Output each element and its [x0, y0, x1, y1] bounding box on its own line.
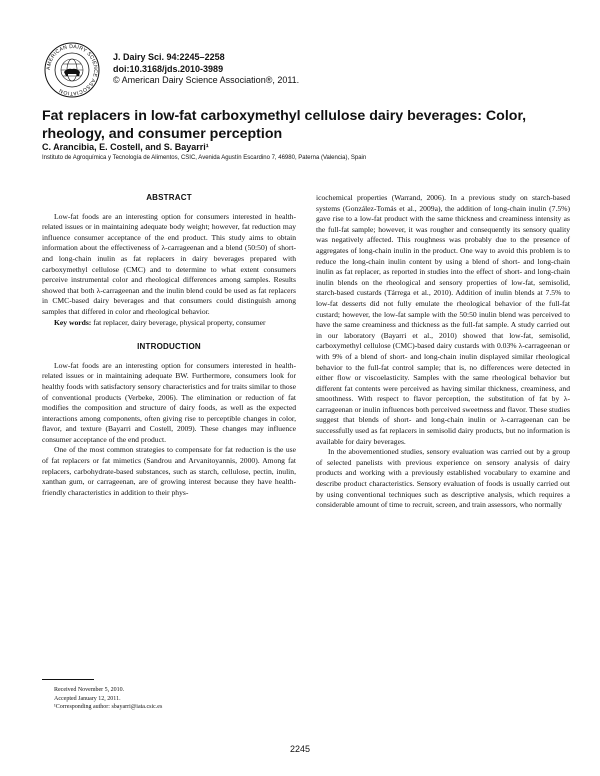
logo-ring-text: AMERICAN DAIRY SCIENCE ASSOCIATION	[45, 43, 99, 97]
intro-paragraph-1: Low-fat foods are an interesting option for consumers interested in health-related issues or in maintaining adequate BW. Furthermore, consumers look for healthy foods with satisfactory sensory characteristics and for traits similar to those of conventional products (Verbeke, 2006). The elimination or reduction of fat modifies the composition and structure of dairy foods, as well as the expected interactions among components, often giving rise to perceptible changes in color, flavor, and texture (Bayarri and Costell, 2009). These changes may influence consumer acceptance of the end product.	[42, 360, 296, 444]
abstract-text: Low-fat foods are an interesting option for consumers interested in health-related issues or in maintaining adequate body weight; however, fat reduction may influence consumer acceptance of the end product. This study aims to obtain information about the effectiveness of λ-carrageenan and a blend (50:50) of short- and long-chain inulin as fat replacers in dairy beverages prepared with carboxymethyl cellulose (CMC) and to determine to what extent consumers perceive instrumental color and rheological differences among samples. Results showed that both λ-carrageenan and the inulin blend could be used as fat replacers in CMC-based dairy beverages and that consumers could distinguish among samples that differed in color and rheological behavior.	[42, 211, 296, 316]
introduction-heading: INTRODUCTION	[137, 342, 201, 352]
received-date: Received November 5, 2010.	[54, 687, 125, 693]
citation: J. Dairy Sci. 94:2245–2258	[113, 52, 225, 62]
keywords-label: Key words:	[54, 317, 92, 327]
doi: doi:10.3168/jds.2010-3989	[113, 63, 224, 74]
corresponding-author: ¹Corresponding author: sbayarri@iata.csic.es	[54, 704, 163, 710]
left-column	[42, 193, 296, 498]
footnotes	[42, 679, 296, 712]
intro-paragraph-2: One of the most common strategies to compensate for fat reduction is the use of fat replacers or fat mimetics (Sandrou and Arvanitoyannis, 2000). Among fat replacers, carbohydrate-based substances, such as starch, cellulose, pectin, inulin, xanthan gum, or carrageenan, are of growing interest because they have health-friendly characteristics in addition to their phys-	[42, 445, 296, 497]
article-title: Fat replacers in low-fat carboxymethyl cellulose dairy beverages: Color, rheology, and consumer perception	[42, 108, 527, 142]
journal-header	[113, 52, 299, 87]
right-column	[316, 193, 570, 511]
accepted-date: Accepted January 12, 2011.	[54, 695, 121, 702]
author-list: C. Arancibia, E. Costell, and S. Bayarri¹	[42, 142, 209, 152]
adsa-logo	[44, 42, 100, 98]
affiliation: Instituto de Agroquímica y Tecnología de Alimentos, CSIC, Avenida Agustín Escardino 7, 46980, Paterna (Valencia), Spain	[42, 155, 367, 161]
right-paragraph-2: In the abovementioned studies, sensory evaluation was carried out by a group of selected panelists with previous experience on sensory analysis of dairy products and working with a previously established vocabulary to examine and describe product characteristics. Sensory evaluation of foods is usually carried out by using conventional techniques such as descriptive analysis, which requires a considerable amount of time to recruit, screen, and train assessors, who normally	[316, 447, 570, 510]
keywords	[42, 318, 296, 329]
footnote-rule	[42, 679, 94, 680]
abstract-heading: ABSTRACT	[146, 193, 192, 202]
page-number: 2245	[289, 744, 311, 754]
copyright: © American Dairy Science Association®, 2011.	[113, 75, 300, 85]
right-paragraph-1: icochemical properties (Warrand, 2006). In a previous study on starch-based systems (González-Tomás et al., 2009a), the addition of long-chain inulin (7.5%) gave rise to a low-fat product with the same thickness and creaminess intensity as the full-fat sample; however, it was rougher and consequently its sensory quality was negatively affected. This roughness was probably due to the presence of aggregates of long-chain inulin in the product. One way to avoid this problem is to reduce the long-chain inulin content by using a blend of short- and long-chain inulin as fat replacer, as reported in studies into the effect of short- and long-chain inulin blends on the rheological and sensory properties of low-fat, semisolid, starch-based custards (Tárrega et al., 2010). Addition of inulin blends at 7.5% to low-fat desserts did not fully emulate the rheological behavior of the full-fat custard; however, the low-fat sample with the 50:50 inulin blend was perceived to have the same creaminess and thickness as the full-fat sample. A study carried out in our laboratory (Bayarri et al., 2010) showed that low-fat, semisolid, carboxymethyl cellulose (CMC)-based dairy custards with 0.03% λ-carrageenan or with 9% of a blend of short- and long-chain inulin displayed similar rheological behavior to the full-fat control sample; that is, no differences were detected in either flow or viscoelasticity. Samples with the same rheological behavior but different fat contents were perceived as having similar thickness, creaminess, and smoothness. With respect to flavor perception, the substitution of fat by λ-carrageenan or inulin influences both perceived sweetness and flavor. These studies suggest that blends of short- and long-chain inulin or λ-carrageenan can be successfully used as fat replacers in semisolid dairy products, but no information is available for dairy beverages.	[316, 193, 570, 446]
keywords-list: fat replacer, dairy beverage, physical property, consumer	[93, 317, 266, 327]
cow-silhouette-icon	[64, 69, 80, 76]
